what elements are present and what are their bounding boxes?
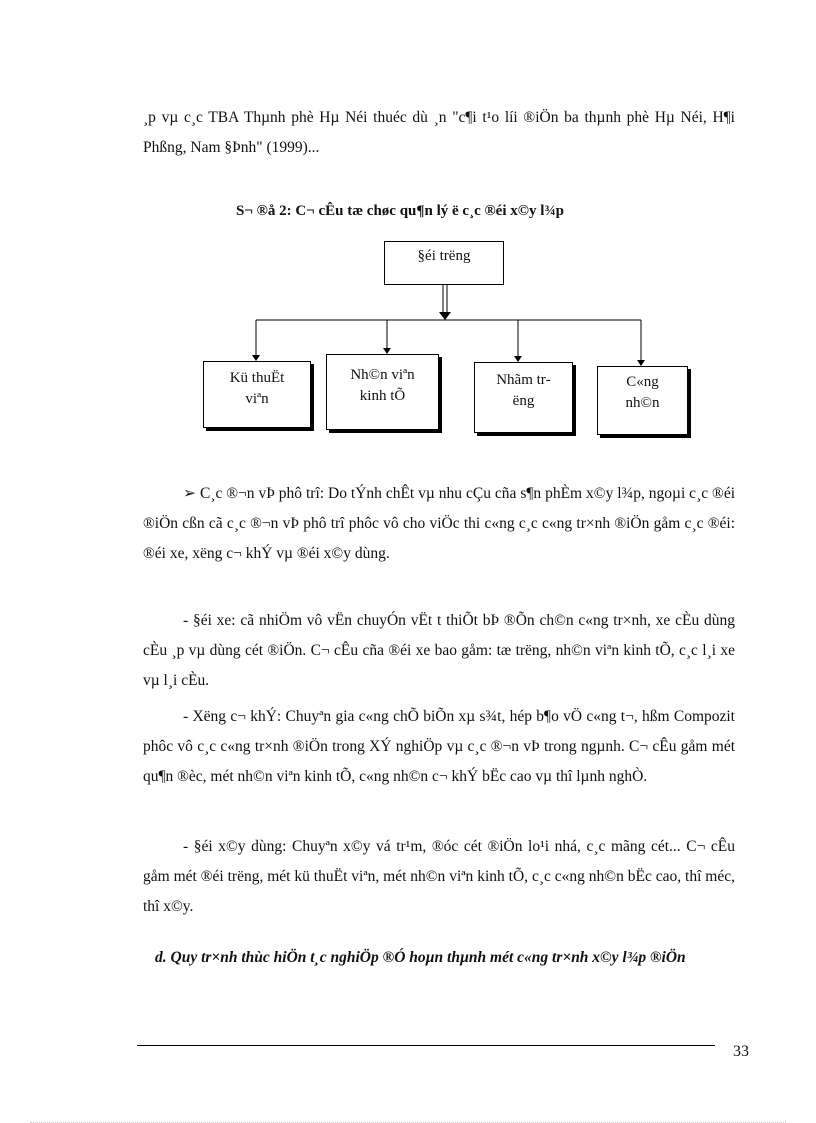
intro-paragraph: ¸p vµ c¸c TBA Thµnh phè Hµ Néi thuéc dù ¸n "c¶i t¹o líi ®iÖn ba thµnh phè Hµ Néi, H¶i Phßng, Nam §Þnh" (1999)...	[143, 109, 735, 156]
box-group-leader: Nhãm trëng	[474, 362, 573, 433]
bullet-text: C¸c ®¬n vÞ phô trî: Do tÝnh chÊt vµ nhu cÇu cña s¶n phÈm x©y l¾p, ngoµi c¸c ®éi ®iÖn cßn cã c¸c ®¬n vÞ phô trî phôc vô cho viÖc thi c«ng c¸c c«ng tr×nh ®iÖn gåm c¸c ®éi: ®éi xe, xëng c¬ khÝ vµ ®éi x©y dùng.	[143, 485, 736, 562]
box-worker: C«ng nh©n	[597, 366, 688, 435]
section-heading: d. Quy tr×nh thùc hiÖn t¸c nghiÖp ®Ó hoµn thµnh mét c«ng tr×nh x©y l¾p ®iÖn	[155, 949, 686, 966]
bullet-paragraph	[143, 479, 735, 569]
footer-rule	[137, 1045, 715, 1046]
page-number: 33	[733, 1043, 749, 1060]
diagram-title: S¬ ®å 2: C¬ cÊu tæ chøc qu¶n lý ë c¸c ®éi x©y l¾p	[236, 203, 564, 219]
bullet-marker: ➢	[183, 485, 196, 502]
dash-paragraph-truck: - §éi xe: cã nhiÖm vô vËn chuyÓn vËt t thiÕt bÞ ®Õn ch©n c«ng tr×nh, xe cÈu dùng cÈu ¸p vµ dùng cét ®iÖn. C¬ cÊu cña ®éi xe bao gåm: tæ trëng, nh©n viªn kinh tÕ, c¸c l¸i xe vµ l¸i cÈu.	[143, 612, 735, 689]
dash-paragraph-workshop: - Xëng c¬ khÝ: Chuyªn gia c«ng chÕ biÕn xµ s¾t, hép b¶o vÖ c«ng t¬, hßm Compozit phôc vô c¸c c«ng tr×nh ®iÖn trong XÝ nghiÖp vµ c¸c ®¬n vÞ trong ngµnh. C¬ cÊu gåm mét qu¶n ®èc, mét nh©n viªn kinh tÕ, c«ng nh©n c¬ khÝ bËc cao vµ thî lµnh nghÒ.	[143, 708, 735, 785]
top-box: §éi trëng	[384, 241, 504, 285]
box-technician: Kü thuËt viªn	[203, 361, 311, 428]
dash-paragraph-construction: - §éi x©y dùng: Chuyªn x©y vá tr¹m, ®óc cét ®iÖn lo¹i nhá, c¸c mãng cét... C¬ cÊu gåm mét ®éi trëng, mét kü thuËt viªn, mét nh©n viªn kinh tÕ, c¸c c«ng nh©n bËc cao, thî méc, thî x©y.	[143, 838, 735, 915]
box-economist: Nh©n viªn kinh tÕ	[326, 354, 439, 430]
